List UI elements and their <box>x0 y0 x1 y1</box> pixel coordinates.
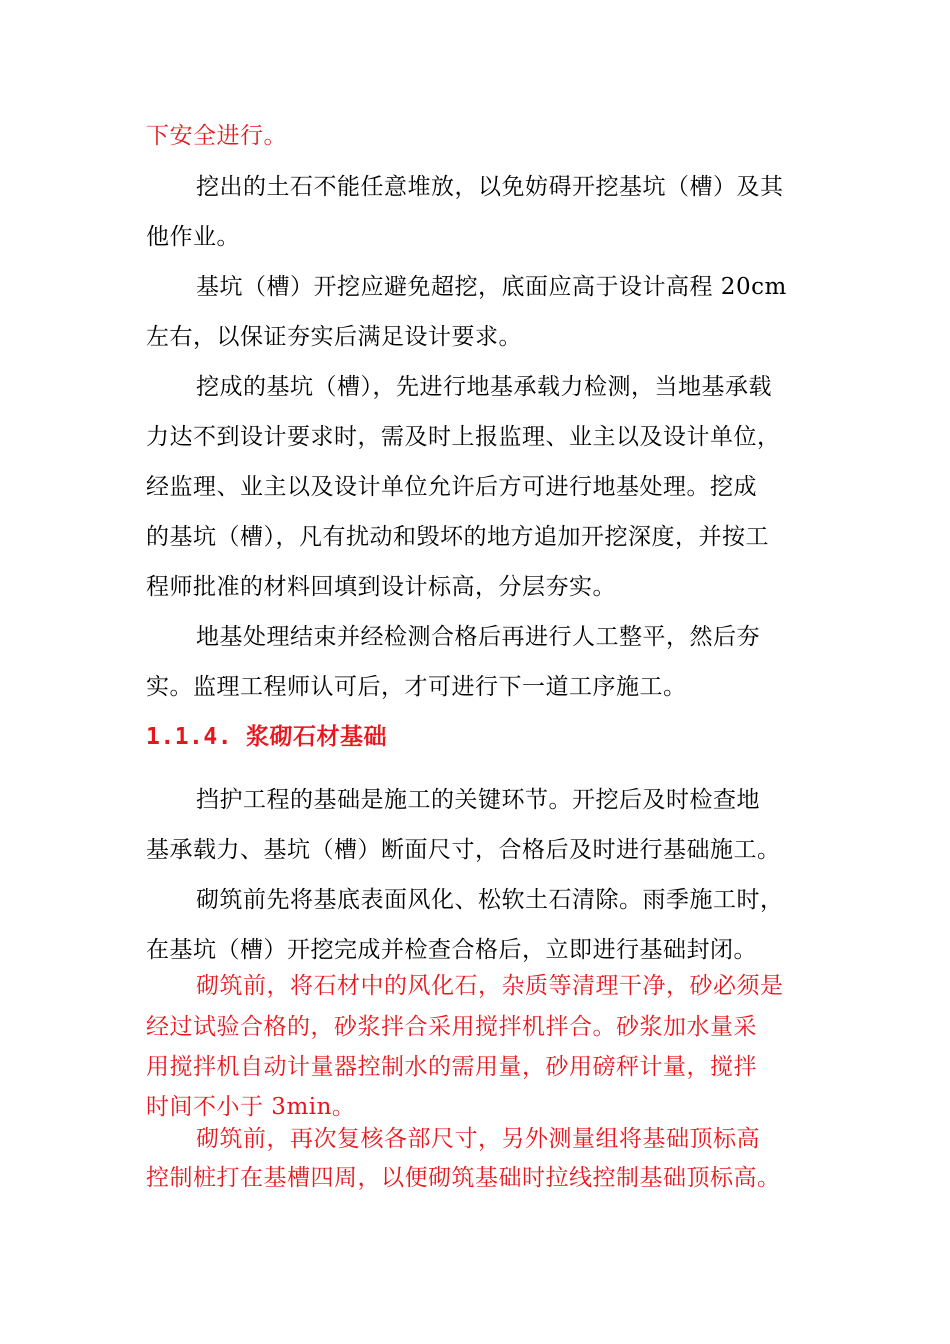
text-line: 左右，以保证夯实后满足设计要求。 <box>146 324 522 350</box>
text-line: 在基坑（槽）开挖完成并检查合格后，立即进行基础封闭。 <box>146 937 757 963</box>
text-line: 程师批准的材料回填到设计标高，分层夯实。 <box>146 574 616 600</box>
text-line: 实。监理工程师认可后，才可进行下一道工序施工。 <box>146 674 687 700</box>
text-line: 力达不到设计要求时，需及时上报监理、业主以及设计单位， <box>146 424 781 450</box>
paragraph-line: 挖出的土石不能任意堆放，以免妨碍开挖基坑（槽）及其 <box>196 174 784 200</box>
text-line: 下安全进行。 <box>146 123 287 149</box>
paragraph-line: 挖成的基坑（槽），先进行地基承载力检测，当地基承载 <box>196 374 772 400</box>
text-line: 控制桩打在基槽四周，以便砌筑基础时拉线控制基础顶标高。 <box>146 1165 781 1191</box>
paragraph-line: 砌筑前先将基底表面风化、松软土石清除。雨季施工时， <box>196 887 784 913</box>
text-line: 经过试验合格的，砂浆拌合采用搅拌机拌合。砂浆加水量采 <box>146 1014 757 1040</box>
section-number: 1.1.4. <box>146 724 233 750</box>
text-line: 基承载力、基坑（槽）断面尺寸，合格后及时进行基础施工。 <box>146 837 781 863</box>
paragraph-line: 地基处理结束并经检测合格后再进行人工整平，然后夯 <box>196 624 760 650</box>
section-title: 浆砌石材基础 <box>246 723 387 750</box>
paragraph-line: 基坑（槽）开挖应避免超挖，底面应高于设计高程 20cm <box>196 274 787 300</box>
section-heading <box>146 722 826 752</box>
paragraph-line: 挡护工程的基础是施工的关键环节。开挖后及时检查地 <box>196 787 760 813</box>
text-line: 的基坑（槽），凡有扰动和毁坏的地方追加开挖深度，并按工 <box>146 524 769 550</box>
paragraph-line: 砌筑前，将石材中的风化石，杂质等清理干净，砂必须是 <box>196 973 784 999</box>
paragraph-line: 砌筑前，再次复核各部尺寸，另外测量组将基础顶标高 <box>196 1126 760 1152</box>
text-line: 经监理、业主以及设计单位允许后方可进行地基处理。挖成 <box>146 474 757 500</box>
text-line: 时间不小于 3min。 <box>146 1094 356 1120</box>
text-line: 他作业。 <box>146 224 240 250</box>
text-line: 用搅拌机自动计量器控制水的需用量，砂用磅秤计量，搅拌 <box>146 1054 757 1080</box>
